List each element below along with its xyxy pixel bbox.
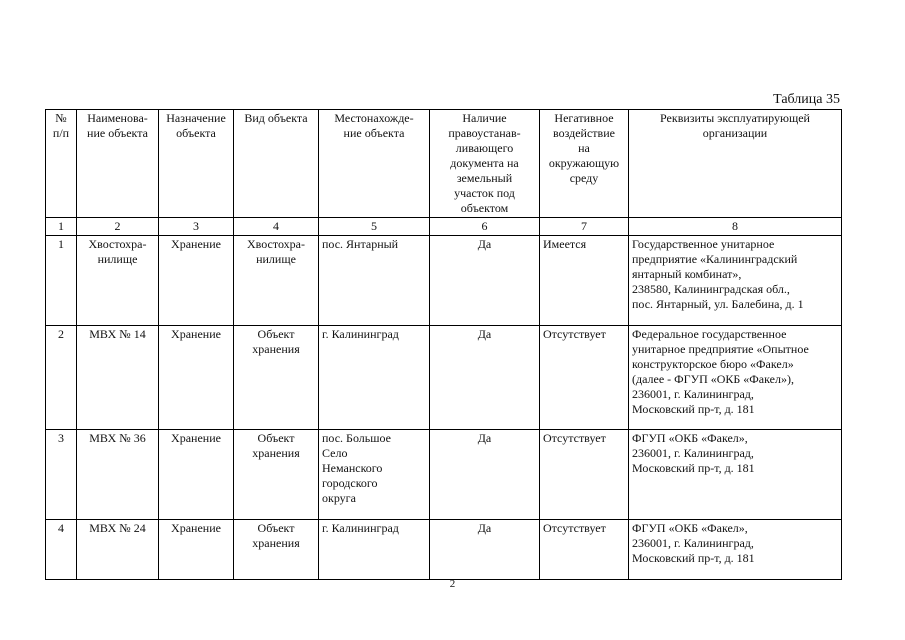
row-impact: Отсутствует <box>540 326 629 430</box>
row-location: пос. Янтарный <box>319 236 430 326</box>
header-purpose: Назначение объекта <box>159 110 234 218</box>
table-row <box>46 326 842 430</box>
row-document: Да <box>430 520 540 580</box>
row-name: МВХ № 36 <box>77 430 159 520</box>
column-number: 6 <box>430 218 540 236</box>
header-kind: Вид объекта <box>234 110 319 218</box>
row-location: г. Калининград <box>319 326 430 430</box>
table-row <box>46 430 842 520</box>
table-row <box>46 520 842 580</box>
header-document: Наличие правоустанав- ливающего документа на земельный участок под объектом <box>430 110 540 218</box>
column-number: 1 <box>46 218 77 236</box>
row-num: 1 <box>46 236 77 326</box>
row-purpose: Хранение <box>159 520 234 580</box>
row-purpose: Хранение <box>159 430 234 520</box>
row-document: Да <box>430 326 540 430</box>
table-row <box>46 236 842 326</box>
row-location: пос. Большое Село Неманского городского округа <box>319 430 430 520</box>
row-purpose: Хранение <box>159 236 234 326</box>
row-kind: Объект хранения <box>234 430 319 520</box>
row-org: ФГУП «ОКБ «Факел», 236001, г. Калининград, Московский пр-т, д. 181 <box>629 430 842 520</box>
header-org: Реквизиты эксплуатирующей организации <box>629 110 842 218</box>
row-impact: Имеется <box>540 236 629 326</box>
row-name: МВХ № 24 <box>77 520 159 580</box>
row-num: 2 <box>46 326 77 430</box>
row-kind: Объект хранения <box>234 326 319 430</box>
row-kind: Хвостохра- нилище <box>234 236 319 326</box>
row-org: Федеральное государственное унитарное предприятие «Опытное конструкторское бюро «Факел» (далее - ФГУП «ОКБ «Факел»), 236001, г. Калининград, Московский пр-т, д. 181 <box>629 326 842 430</box>
row-impact: Отсутствует <box>540 430 629 520</box>
header-impact: Негативное воздействие на окружающую среду <box>540 110 629 218</box>
column-number: 4 <box>234 218 319 236</box>
header-name: Наименова- ние объекта <box>77 110 159 218</box>
table-caption: Таблица 35 <box>773 92 840 107</box>
header-num: № п/п <box>46 110 77 218</box>
column-number: 7 <box>540 218 629 236</box>
row-num: 4 <box>46 520 77 580</box>
objects-table <box>45 109 842 580</box>
row-kind: Объект хранения <box>234 520 319 580</box>
page-number: 2 <box>449 578 456 590</box>
column-number: 3 <box>159 218 234 236</box>
row-num: 3 <box>46 430 77 520</box>
column-number: 8 <box>629 218 842 236</box>
row-name: Хвостохра- нилище <box>77 236 159 326</box>
column-number-row <box>46 218 842 236</box>
row-document: Да <box>430 236 540 326</box>
row-org: ФГУП «ОКБ «Факел», 236001, г. Калининград, Московский пр-т, д. 181 <box>629 520 842 580</box>
column-number: 2 <box>77 218 159 236</box>
row-location: г. Калининград <box>319 520 430 580</box>
row-org: Государственное унитарное предприятие «Калининградский янтарный комбинат», 238580, Калининградская обл., пос. Янтарный, ул. Балебина, д. 1 <box>629 236 842 326</box>
header-row <box>46 110 842 218</box>
row-document: Да <box>430 430 540 520</box>
row-purpose: Хранение <box>159 326 234 430</box>
row-name: МВХ № 14 <box>77 326 159 430</box>
column-number: 5 <box>319 218 430 236</box>
header-location: Местонахожде- ние объекта <box>319 110 430 218</box>
row-impact: Отсутствует <box>540 520 629 580</box>
